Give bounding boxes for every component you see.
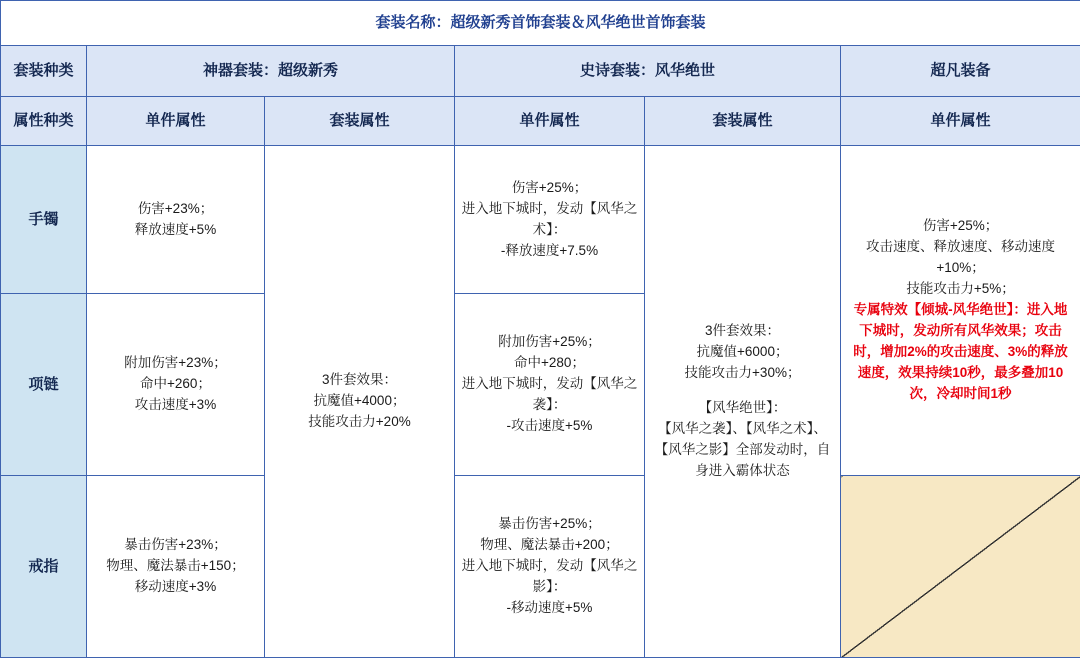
row-label-ring: 戒指 [1, 476, 87, 658]
text-line: 物理、魔法暴击+150； [106, 558, 245, 574]
text-line: 进入地下城时，发动【风华之影】： [461, 558, 638, 595]
header-extraordinary-single: 单件属性 [841, 97, 1080, 146]
text-line-special: 专属特效【倾城-风华绝世】：进入地下城时，发动所有风华效果；攻击时，增加2%的攻击速度、3%的释放速度，效果持续10秒，最多叠加10次，冷却时间1秒 [853, 302, 1068, 401]
text-line: 伤害+25%； [922, 218, 999, 234]
header-epic-set: 套装属性 [645, 97, 841, 146]
attr-header-row [1, 97, 1080, 146]
artifact-single-necklace [87, 294, 265, 476]
text-line: 进入地下城时，发动【风华之袭】： [461, 376, 638, 413]
header-artifact-single: 单件属性 [87, 97, 265, 146]
text-line: -攻击速度+5% [506, 418, 593, 434]
text-line: 附加伤害+23%； [124, 355, 227, 371]
artifact-single-bracelet [87, 146, 265, 294]
row-label-necklace: 项链 [1, 294, 87, 476]
text-line: 技能攻击力+5%； [906, 281, 1015, 297]
empty-diagonal-cell [841, 476, 1080, 658]
text-line: 攻击速度+3% [134, 397, 217, 413]
header-artifact-set: 套装属性 [265, 97, 455, 146]
header-group-epic: 史诗套装：风华绝世 [455, 46, 841, 97]
text-line: 【风华之袭】、【风华之术】、【风华之影】全部发动时，自身进入霸体状态 [654, 420, 831, 478]
artifact-set-effect [265, 146, 455, 658]
text-line: 攻击速度、释放速度、移动速度+10%； [866, 239, 1056, 276]
text-line: 附加伤害+25%； [498, 334, 601, 350]
text-line: 命中+260； [140, 376, 211, 392]
header-group-artifact: 神器套装：超级新秀 [87, 46, 455, 97]
page-title: 套装名称：超级新秀首饰套装＆风华绝世首饰套装 [1, 1, 1080, 46]
text-line: 技能攻击力+20% [308, 413, 411, 429]
text-line: 释放速度+5% [134, 221, 217, 237]
extraordinary-effect [841, 146, 1080, 476]
epic-single-necklace [455, 294, 645, 476]
epic-set-effect [645, 146, 841, 658]
text-line: 3件套效果： [704, 323, 780, 339]
text-line: 物理、魔法暴击+200； [480, 537, 619, 553]
text-line: 暴击伤害+25%； [498, 516, 601, 532]
text-line: 移动速度+3% [134, 579, 217, 595]
epic-single-ring [455, 476, 645, 658]
text-line: 3件套效果： [321, 372, 397, 388]
group-header-row [1, 46, 1080, 97]
text-line: 暴击伤害+23%； [124, 537, 227, 553]
text-line: 命中+280； [514, 355, 585, 371]
title-row [1, 1, 1080, 46]
spacer [651, 384, 834, 398]
text-line: 技能攻击力+30%； [684, 365, 801, 381]
artifact-single-ring [87, 476, 265, 658]
row-label-bracelet: 手镯 [1, 146, 87, 294]
text-line: 抗魔值+4000； [313, 393, 406, 409]
text-line: -释放速度+7.5% [500, 242, 599, 258]
text-line: 伤害+23%； [137, 200, 214, 216]
text-line: 【风华绝世】： [698, 400, 787, 416]
header-set-category: 套装种类 [1, 46, 87, 97]
header-epic-single: 单件属性 [455, 97, 645, 146]
table-row [1, 146, 1080, 294]
text-line: 伤害+25%； [511, 179, 588, 195]
header-group-extraordinary: 超凡装备 [841, 46, 1080, 97]
text-line: 抗魔值+6000； [696, 344, 789, 360]
epic-single-bracelet [455, 146, 645, 294]
text-line: -移动速度+5% [506, 599, 593, 615]
header-attr-type: 属性种类 [1, 97, 87, 146]
table-row [1, 476, 1080, 658]
text-line: 进入地下城时，发动【风华之术】： [461, 200, 638, 237]
